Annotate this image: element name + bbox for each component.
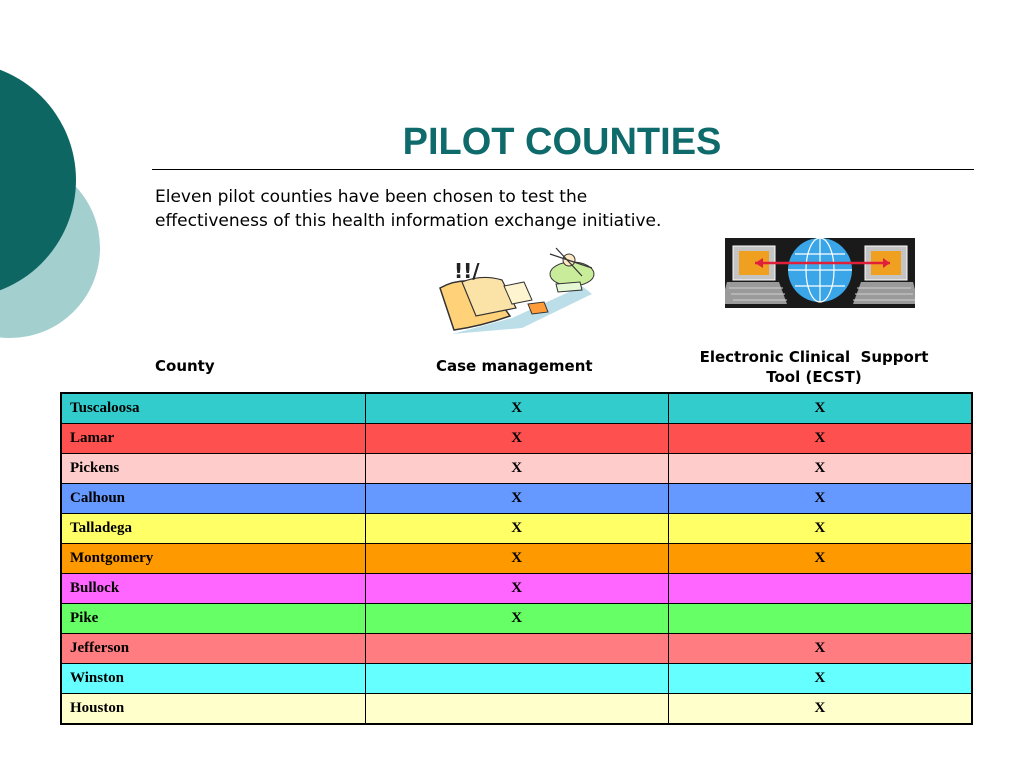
table-row <box>61 454 972 484</box>
county-cell: Talladega <box>61 514 365 544</box>
table-row <box>61 484 972 514</box>
table-row <box>61 574 972 604</box>
case-management-cell: X <box>365 604 668 634</box>
table-row <box>61 424 972 454</box>
county-cell: Tuscaloosa <box>61 393 365 424</box>
ecst-cell: X <box>668 454 972 484</box>
county-cell: Pike <box>61 604 365 634</box>
ecst-cell: X <box>668 393 972 424</box>
column-header-case-management: Case management <box>436 357 593 375</box>
title-divider <box>152 169 974 170</box>
ecst-cell: X <box>668 484 972 514</box>
county-cell: Bullock <box>61 574 365 604</box>
intro-text <box>155 185 775 233</box>
case-management-cell <box>365 634 668 664</box>
table-row <box>61 694 972 725</box>
ecst-header-line-1: Electronic Clinical Support <box>699 348 929 366</box>
table-row <box>61 604 972 634</box>
ecst-cell <box>668 574 972 604</box>
case-management-cell: X <box>365 514 668 544</box>
data-exchange-clipart <box>725 238 915 308</box>
county-cell: Jefferson <box>61 634 365 664</box>
county-cell: Calhoun <box>61 484 365 514</box>
table-row <box>61 544 972 574</box>
svg-text:!!/: !!/ <box>454 259 480 283</box>
table-row <box>61 514 972 544</box>
case-management-cell: X <box>365 484 668 514</box>
case-management-cell: X <box>365 454 668 484</box>
column-header-ecst <box>676 347 952 387</box>
county-cell: Montgomery <box>61 544 365 574</box>
table-row <box>61 634 972 664</box>
slide-title: PILOT COUNTIES <box>402 121 722 163</box>
ecst-header-line-2: Tool (ECST) <box>766 368 862 386</box>
column-header-county: County <box>155 357 215 375</box>
ecst-cell: X <box>668 514 972 544</box>
case-management-cell <box>365 694 668 725</box>
intro-line-2: effectiveness of this health information exchange initiative. <box>155 211 662 231</box>
ecst-cell: X <box>668 694 972 725</box>
county-cell: Pickens <box>61 454 365 484</box>
ecst-cell <box>668 604 972 634</box>
case-management-cell <box>365 664 668 694</box>
intro-line-1: Eleven pilot counties have been chosen to test the <box>155 187 588 207</box>
case-management-cell: X <box>365 393 668 424</box>
table-row <box>61 664 972 694</box>
case-management-cell: X <box>365 424 668 454</box>
table-row <box>61 393 972 424</box>
ecst-cell: X <box>668 544 972 574</box>
ecst-cell: X <box>668 664 972 694</box>
ecst-cell: X <box>668 634 972 664</box>
pilot-counties-table <box>60 392 973 725</box>
county-cell: Houston <box>61 694 365 725</box>
case-management-cell: X <box>365 574 668 604</box>
paperwork-clipart <box>432 246 602 341</box>
county-cell: Winston <box>61 664 365 694</box>
decorative-circles <box>0 0 110 420</box>
ecst-cell: X <box>668 424 972 454</box>
case-management-cell: X <box>365 544 668 574</box>
county-cell: Lamar <box>61 424 365 454</box>
